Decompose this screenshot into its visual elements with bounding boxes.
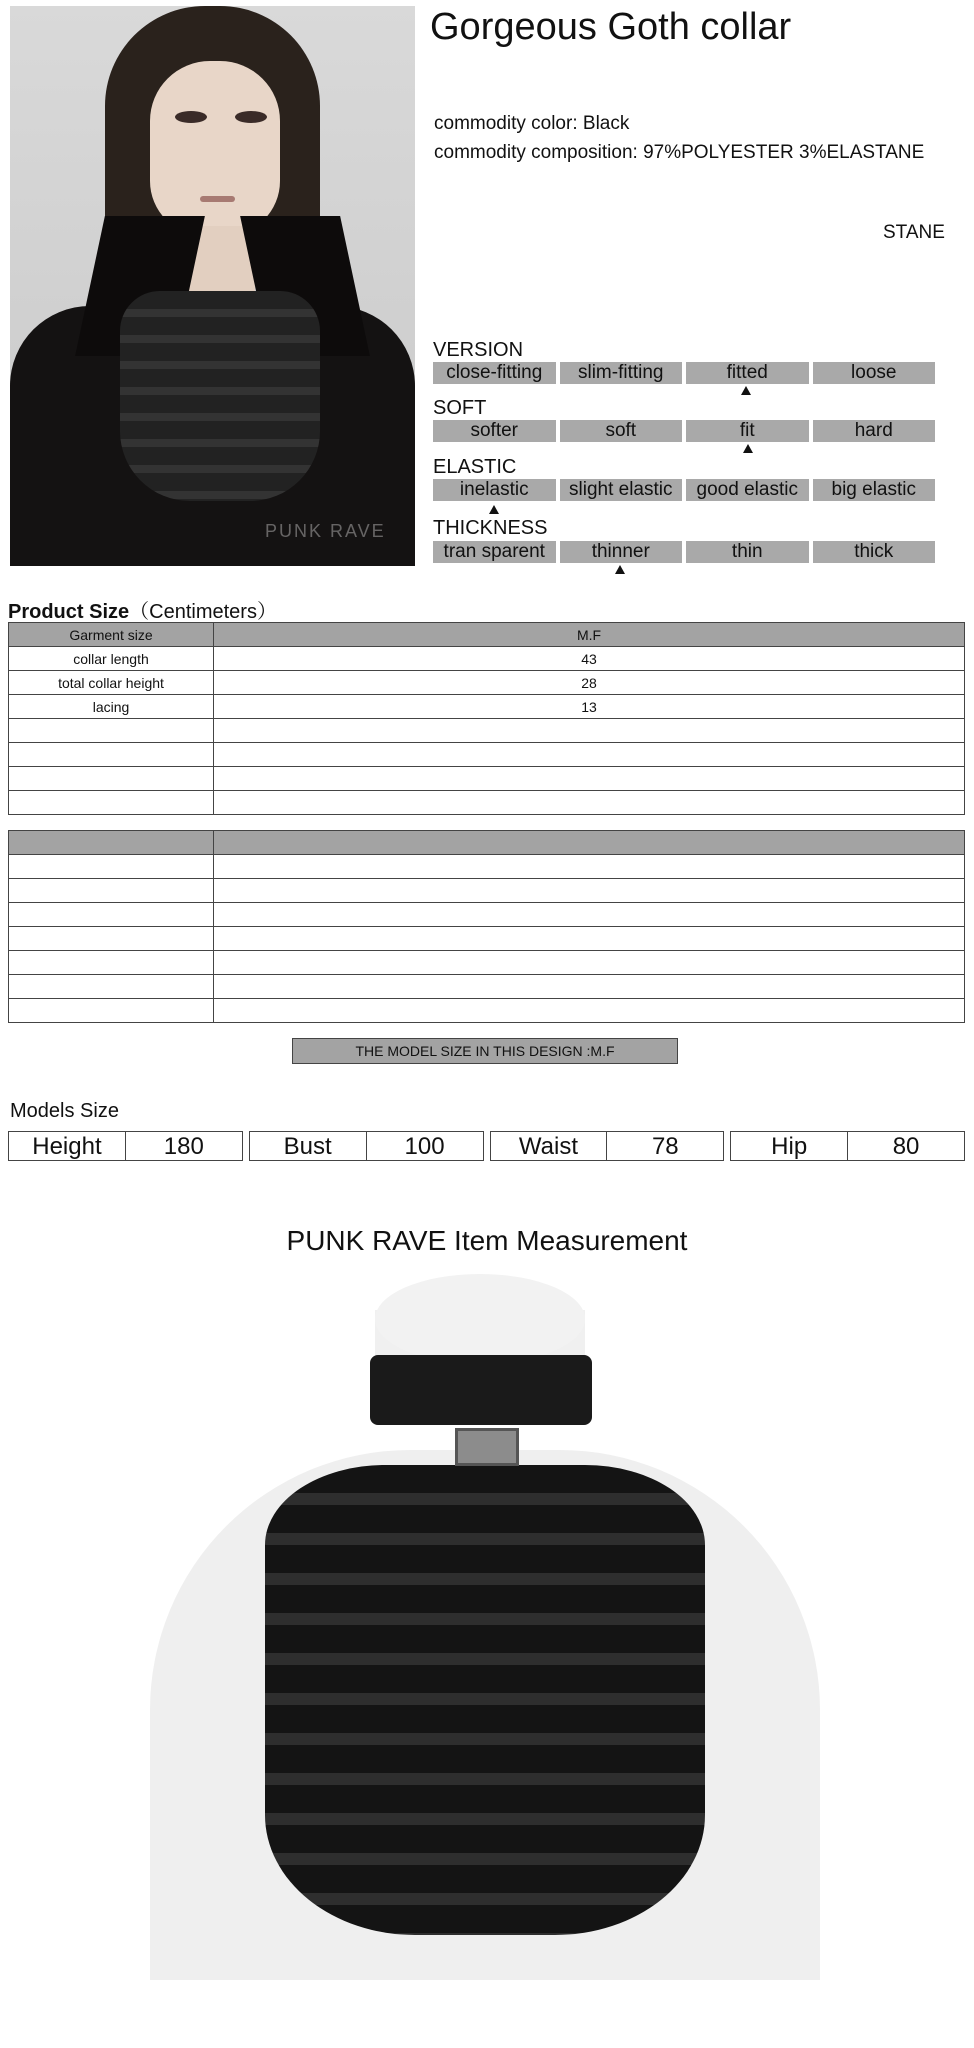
measure-label: Height [9, 1132, 126, 1160]
model-measure-height [8, 1131, 243, 1161]
attr-scale-thickness [433, 541, 935, 563]
measure-value: 180 [163, 1133, 204, 1160]
model-measure-bust [249, 1131, 484, 1161]
attr-label-elastic: ELASTIC [433, 456, 517, 478]
commodity-composition [434, 142, 925, 164]
composition-overflow-text: STANE [883, 222, 945, 243]
mannequin-top [375, 1274, 585, 1364]
table-cell-value: 43 [214, 647, 965, 671]
table-row [9, 671, 965, 695]
table-row [9, 903, 965, 927]
product-photo [10, 6, 415, 566]
product-size-table [8, 622, 965, 815]
table-cell-label [9, 791, 214, 815]
attr-label-soft: SOFT [433, 397, 487, 419]
scale-option: fitted [686, 362, 809, 384]
attr-label-version: VERSION [433, 339, 524, 361]
measure-label: Bust [250, 1132, 367, 1160]
mannequin-product-image [150, 1270, 820, 1980]
models-size-title: Models Size [10, 1100, 119, 1122]
lace-jabot-ruffles [265, 1465, 705, 1935]
measure-value: 80 [892, 1133, 920, 1160]
model-face [150, 61, 280, 236]
attr-label-thickness: THICKNESS [433, 517, 548, 539]
model-size-note: THE MODEL SIZE IN THIS DESIGN :M.F [292, 1038, 678, 1064]
table-cell-label: lacing [9, 695, 214, 719]
table-cell-value: 13 [214, 695, 965, 719]
table-header-row [9, 623, 965, 647]
commodity-composition-value: 97%POLYESTER 3%ELASTANE [643, 142, 925, 163]
attr-scale-soft [433, 420, 935, 442]
scale-option: slim-fitting [560, 362, 683, 384]
table-cell-label [9, 767, 214, 791]
table-cell-value [214, 767, 965, 791]
product-size-unit: （Centimeters） [129, 601, 277, 623]
table-row [9, 999, 965, 1023]
scale-option: good elastic [686, 479, 809, 501]
table-row [9, 975, 965, 999]
measure-label: Hip [731, 1132, 848, 1160]
scale-option: hard [813, 420, 936, 442]
model-measure-hip [730, 1131, 965, 1161]
table-cell-label: collar length [9, 647, 214, 671]
table-cell-label: total collar height [9, 671, 214, 695]
table-header-row [9, 831, 965, 855]
photo-watermark: PUNK RAVE [265, 521, 386, 541]
commodity-composition-label: commodity composition: [434, 142, 638, 163]
scale-option: inelastic [433, 479, 556, 501]
collar-band [370, 1355, 592, 1425]
model-eye-left [175, 111, 207, 123]
scale-option: loose [813, 362, 936, 384]
commodity-color-label: commodity color: [434, 113, 578, 134]
table-row [9, 879, 965, 903]
attr-scale-version [433, 362, 935, 384]
scale-option: close-fitting [433, 362, 556, 384]
selected-marker-thickness [615, 565, 625, 574]
scale-option: thin [686, 541, 809, 563]
secondary-size-table [8, 830, 965, 1023]
product-title: Gorgeous Goth collar [430, 6, 792, 48]
table-header-cell: Garment size [9, 623, 214, 647]
models-size-row [8, 1131, 965, 1161]
measure-value: 100 [404, 1133, 445, 1160]
measure-value: 78 [651, 1133, 679, 1160]
measure-label: Waist [491, 1132, 608, 1160]
table-row [9, 647, 965, 671]
measurement-title: PUNK RAVE Item Measurement [286, 1225, 688, 1256]
commodity-color [434, 113, 629, 135]
scale-option: thinner [560, 541, 683, 563]
scale-option: fit [686, 420, 809, 442]
collar-brooch [455, 1428, 519, 1466]
table-header-cell: M.F [214, 623, 965, 647]
table-cell-value [214, 791, 965, 815]
table-row [9, 951, 965, 975]
selected-marker-elastic [489, 505, 499, 514]
table-row [9, 743, 965, 767]
table-row [9, 855, 965, 879]
commodity-color-value: Black [582, 113, 630, 134]
scale-option: thick [813, 541, 936, 563]
table-cell-value [214, 719, 965, 743]
table-row [9, 767, 965, 791]
scale-option: tran sparent [433, 541, 556, 563]
scale-option: softer [433, 420, 556, 442]
table-row [9, 927, 965, 951]
lace-jabot [120, 291, 320, 501]
scale-option: big elastic [813, 479, 936, 501]
model-eye-right [235, 111, 267, 123]
model-mouth [200, 196, 235, 202]
selected-marker-version [741, 386, 751, 395]
model-measure-waist [490, 1131, 725, 1161]
scale-option: slight elastic [560, 479, 683, 501]
table-cell-value [214, 743, 965, 767]
table-cell-label [9, 719, 214, 743]
table-row [9, 695, 965, 719]
table-cell-value: 28 [214, 671, 965, 695]
table-row [9, 791, 965, 815]
table-cell-label [9, 743, 214, 767]
product-size-title [8, 595, 277, 624]
table-row [9, 719, 965, 743]
product-size-heading: Product Size [8, 601, 130, 623]
scale-option: soft [560, 420, 683, 442]
attr-scale-elastic [433, 479, 935, 501]
selected-marker-soft [743, 444, 753, 453]
